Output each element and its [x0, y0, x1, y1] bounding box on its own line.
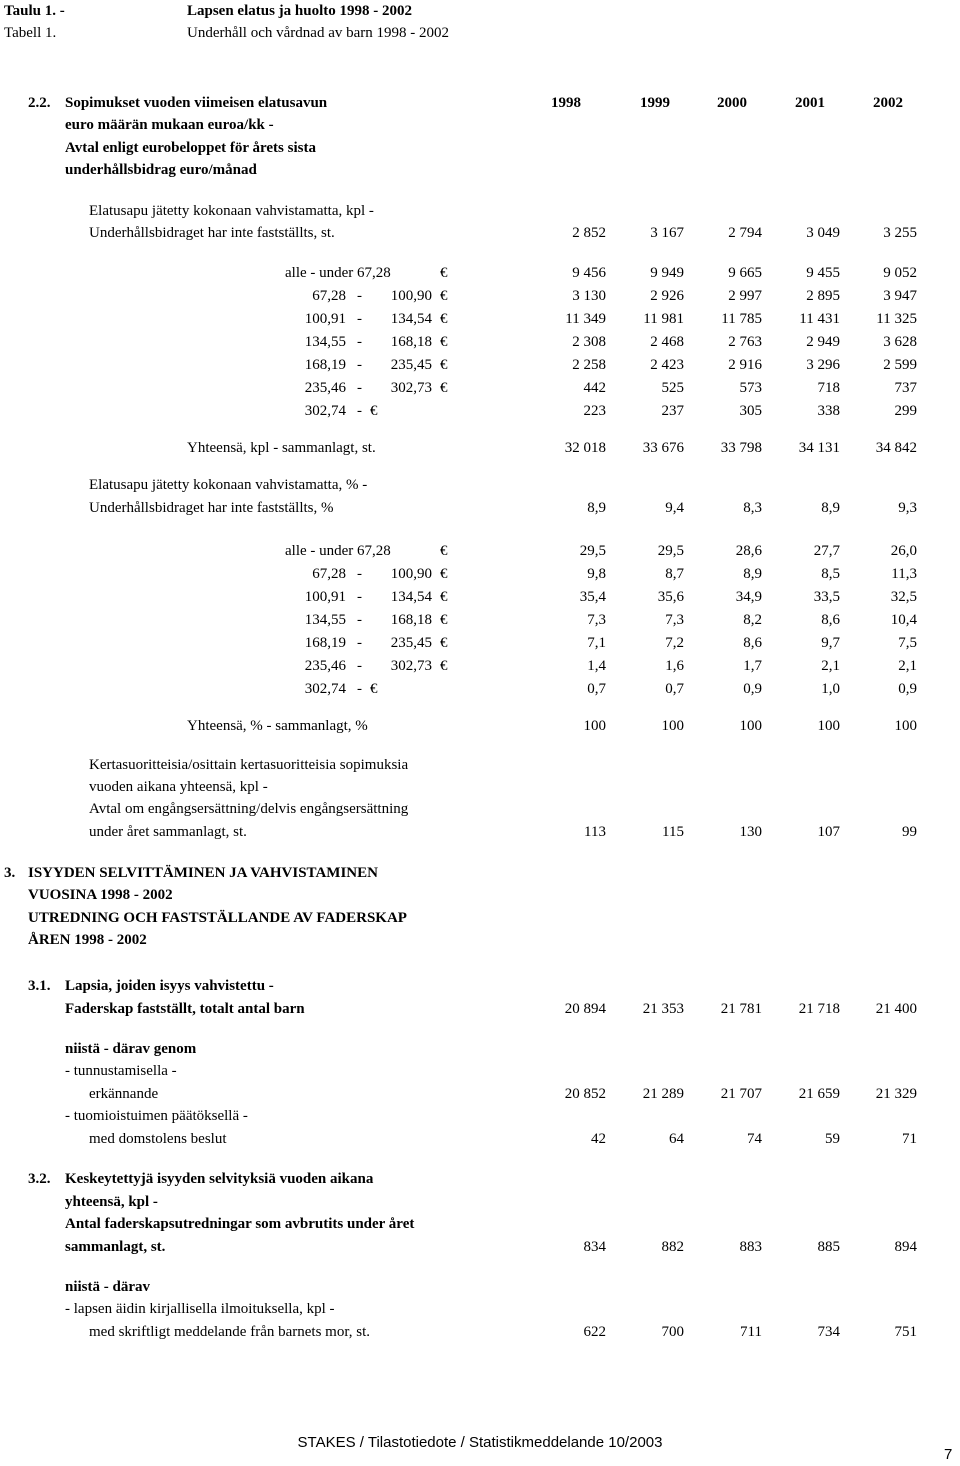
value-cell: 2 895	[806, 288, 840, 304]
value-cell: 11 981	[643, 311, 684, 327]
euro-symbol: €	[440, 288, 448, 304]
of-which-label: niistä - därav genom	[65, 1041, 197, 1057]
total-count-label: Yhteensä, kpl - sammanlagt, st.	[187, 440, 376, 456]
class-dash: -	[357, 658, 362, 674]
section-3-2-title-line: Keskeytettyjä isyyden selvityksiä vuoden aikana	[65, 1171, 374, 1187]
class-to: 302,73	[390, 380, 432, 396]
euro-symbol: €	[440, 311, 448, 327]
value-cell: 21 400	[875, 1001, 917, 1017]
class-to: 168,18	[390, 612, 432, 628]
value-cell: 8,2	[743, 612, 762, 628]
value-cell: 2 949	[806, 334, 840, 350]
value-cell: 442	[583, 380, 606, 396]
value-cell: 21 353	[642, 1001, 684, 1017]
value-cell: 107	[817, 824, 840, 840]
section-3-title-line: VUOSINA 1998 - 2002	[28, 887, 173, 903]
mother-notice-label: med skriftligt meddelande från barnets mor, st.	[89, 1324, 370, 1340]
section-3-title-line: ÅREN 1998 - 2002	[28, 932, 147, 948]
value-cell: 100	[661, 718, 684, 734]
year-header: 2001	[795, 95, 825, 111]
value-cell: 21 707	[720, 1086, 762, 1102]
value-cell: 29,5	[579, 543, 606, 559]
section-3-title-line: UTREDNING OCH FASTSTÄLLANDE AV FADERSKAP	[28, 910, 407, 926]
value-cell: 100	[583, 718, 606, 734]
year-header: 2000	[717, 95, 747, 111]
unconfirmed-pct-label: Elatusapu jätetty kokonaan vahvistamatta, % -	[89, 477, 368, 493]
acknowledgement-label: - tunnustamisella -	[65, 1063, 177, 1079]
value-cell: 2 997	[728, 288, 762, 304]
value-cell: 100	[817, 718, 840, 734]
class-to: 134,54	[390, 589, 432, 605]
table-prefix-fi: Taulu 1. -	[4, 3, 65, 19]
class-from: 100,91	[304, 589, 346, 605]
value-cell: 2 916	[728, 357, 762, 373]
value-cell: 2 852	[572, 225, 606, 241]
lump-label: Avtal om engångsersättning/delvis engångsersättning	[89, 801, 409, 817]
class-from: 302,74	[304, 403, 346, 419]
value-cell: 0,9	[898, 681, 917, 697]
value-cell: 2 926	[650, 288, 684, 304]
value-cell: 2 468	[650, 334, 684, 350]
value-cell: 8,9	[587, 500, 606, 516]
value-cell: 882	[661, 1239, 684, 1255]
euro-symbol: €	[440, 265, 448, 281]
value-cell: 130	[739, 824, 762, 840]
class-from: 168,19	[304, 357, 346, 373]
value-cell: 2 423	[650, 357, 684, 373]
euro-symbol: €	[370, 681, 378, 697]
section-2-2-title-line: underhållsbidrag euro/månad	[65, 162, 257, 178]
value-cell: 21 718	[798, 1001, 840, 1017]
value-cell: 35,4	[579, 589, 606, 605]
value-cell: 2 794	[728, 225, 762, 241]
value-cell: 64	[669, 1131, 684, 1147]
value-cell: 338	[817, 403, 840, 419]
unconfirmed-pct-label: Underhållsbidraget har inte fastställts, %	[89, 500, 334, 516]
value-cell: 9,8	[587, 566, 606, 582]
value-cell: 3 167	[650, 225, 684, 241]
class-to: 100,90	[390, 288, 432, 304]
year-header: 2002	[873, 95, 903, 111]
value-cell: 74	[747, 1131, 762, 1147]
value-cell: 751	[894, 1324, 917, 1340]
value-cell: 894	[894, 1239, 917, 1255]
value-cell: 734	[817, 1324, 840, 1340]
table-prefix-sv: Tabell 1.	[4, 25, 57, 41]
value-cell: 34,9	[735, 589, 762, 605]
value-cell: 59	[825, 1131, 840, 1147]
value-cell: 9,4	[665, 500, 684, 516]
value-cell: 1,7	[743, 658, 762, 674]
value-cell: 9 456	[572, 265, 606, 281]
value-cell: 1,6	[665, 658, 684, 674]
value-cell: 8,6	[821, 612, 840, 628]
value-cell: 8,7	[665, 566, 684, 582]
section-3-2-title-line: sammanlagt, st.	[65, 1239, 166, 1255]
value-cell: 711	[740, 1324, 762, 1340]
section-3-1-title-line: Lapsia, joiden isyys vahvistettu -	[65, 978, 274, 994]
value-cell: 35,6	[657, 589, 684, 605]
value-cell: 2 763	[728, 334, 762, 350]
value-cell: 32 018	[564, 440, 606, 456]
page-number: 7	[944, 1446, 953, 1463]
value-cell: 700	[661, 1324, 684, 1340]
total-pct-label: Yhteensä, % - sammanlagt, %	[187, 718, 368, 734]
value-cell: 11 325	[876, 311, 917, 327]
value-cell: 21 659	[798, 1086, 840, 1102]
value-cell: 237	[661, 403, 684, 419]
value-cell: 21 289	[642, 1086, 684, 1102]
class-dash: -	[357, 681, 362, 697]
value-cell: 113	[584, 824, 606, 840]
value-cell: 100	[894, 718, 917, 734]
class-dash: -	[357, 612, 362, 628]
value-cell: 34 131	[798, 440, 840, 456]
value-cell: 11 785	[721, 311, 762, 327]
class-from: 134,55	[304, 334, 346, 350]
euro-symbol: €	[440, 543, 448, 559]
value-cell: 42	[591, 1131, 606, 1147]
euro-symbol: €	[440, 357, 448, 373]
value-cell: 883	[739, 1239, 762, 1255]
value-cell: 525	[661, 380, 684, 396]
value-cell: 885	[817, 1239, 840, 1255]
value-cell: 2 599	[883, 357, 917, 373]
value-cell: 20 894	[564, 1001, 606, 1017]
value-cell: 115	[662, 824, 684, 840]
value-cell: 11,3	[891, 566, 917, 582]
unconfirmed-label: Underhållsbidraget har inte fastställts, st.	[89, 225, 335, 241]
value-cell: 28,6	[735, 543, 762, 559]
value-cell: 223	[583, 403, 606, 419]
class-dash: -	[357, 589, 362, 605]
section-3-2-number: 3.2.	[28, 1171, 51, 1187]
mother-notice-label: - lapsen äidin kirjallisella ilmoituksella, kpl -	[65, 1301, 335, 1317]
class-from: alle - under 67,28	[285, 265, 391, 281]
section-2-2-title-line: euro määrän mukaan euroa/kk -	[65, 117, 274, 133]
value-cell: 2 308	[572, 334, 606, 350]
euro-symbol: €	[440, 635, 448, 651]
class-from: alle - under 67,28	[285, 543, 391, 559]
value-cell: 299	[894, 403, 917, 419]
value-cell: 9 665	[728, 265, 762, 281]
value-cell: 3 947	[883, 288, 917, 304]
value-cell: 7,1	[587, 635, 606, 651]
section-3-title-line: ISYYDEN SELVITTÄMINEN JA VAHVISTAMINEN	[28, 865, 378, 881]
class-to: 302,73	[390, 658, 432, 674]
value-cell: 29,5	[657, 543, 684, 559]
value-cell: 7,3	[587, 612, 606, 628]
unconfirmed-label: Elatusapu jätetty kokonaan vahvistamatta, kpl -	[89, 203, 374, 219]
class-from: 134,55	[304, 612, 346, 628]
lump-label: vuoden aikana yhteensä, kpl -	[89, 779, 268, 795]
year-header: 1998	[551, 95, 581, 111]
class-from: 67,28	[312, 288, 346, 304]
section-2-2-title-line: Avtal enligt eurobeloppet för årets sista	[65, 140, 316, 156]
of-which-label: niistä - därav	[65, 1279, 151, 1295]
class-to: 235,45	[390, 357, 432, 373]
value-cell: 3 628	[883, 334, 917, 350]
value-cell: 8,3	[743, 500, 762, 516]
value-cell: 2,1	[821, 658, 840, 674]
value-cell: 305	[739, 403, 762, 419]
value-cell: 33 676	[642, 440, 684, 456]
euro-symbol: €	[440, 612, 448, 628]
value-cell: 11 431	[799, 311, 840, 327]
lump-label: Kertasuoritteisia/osittain kertasuoritteisia sopimuksia	[89, 757, 409, 773]
table-title-fi: Lapsen elatus ja huolto 1998 - 2002	[187, 3, 413, 19]
value-cell: 8,6	[743, 635, 762, 651]
class-to: 100,90	[390, 566, 432, 582]
value-cell: 834	[583, 1239, 606, 1255]
value-cell: 33 798	[720, 440, 762, 456]
value-cell: 71	[902, 1131, 917, 1147]
value-cell: 737	[894, 380, 917, 396]
value-cell: 3 255	[883, 225, 917, 241]
value-cell: 8,9	[821, 500, 840, 516]
value-cell: 11 349	[565, 311, 606, 327]
value-cell: 8,9	[743, 566, 762, 582]
value-cell: 7,3	[665, 612, 684, 628]
class-to: 134,54	[390, 311, 432, 327]
class-dash: -	[357, 311, 362, 327]
value-cell: 7,2	[665, 635, 684, 651]
class-dash: -	[357, 403, 362, 419]
value-cell: 0,7	[665, 681, 684, 697]
euro-symbol: €	[440, 566, 448, 582]
value-cell: 21 329	[875, 1086, 917, 1102]
class-dash: -	[357, 566, 362, 582]
value-cell: 27,7	[813, 543, 840, 559]
value-cell: 3 049	[806, 225, 840, 241]
value-cell: 99	[902, 824, 917, 840]
value-cell: 32,5	[890, 589, 917, 605]
class-from: 67,28	[312, 566, 346, 582]
value-cell: 10,4	[890, 612, 917, 628]
class-dash: -	[357, 334, 362, 350]
acknowledgement-label: erkännande	[89, 1086, 159, 1102]
section-2-2-title-line: Sopimukset vuoden viimeisen elatusavun	[65, 95, 328, 111]
value-cell: 9 455	[806, 265, 840, 281]
value-cell: 8,5	[821, 566, 840, 582]
value-cell: 9 949	[650, 265, 684, 281]
class-from: 100,91	[304, 311, 346, 327]
section-3-1-title-line: Faderskap fastställt, totalt antal barn	[65, 1001, 305, 1017]
value-cell: 2 258	[572, 357, 606, 373]
euro-symbol: €	[440, 589, 448, 605]
class-dash: -	[357, 380, 362, 396]
euro-symbol: €	[440, 658, 448, 674]
class-from: 168,19	[304, 635, 346, 651]
class-from: 235,46	[304, 658, 346, 674]
section-2-2-number: 2.2.	[28, 95, 51, 111]
value-cell: 2,1	[898, 658, 917, 674]
value-cell: 100	[739, 718, 762, 734]
class-from: 302,74	[304, 681, 346, 697]
value-cell: 3 296	[806, 357, 840, 373]
section-3-2-title-line: yhteensä, kpl -	[65, 1194, 158, 1210]
lump-label: under året sammanlagt, st.	[89, 824, 247, 840]
value-cell: 573	[739, 380, 762, 396]
euro-symbol: €	[440, 334, 448, 350]
value-cell: 20 852	[564, 1086, 606, 1102]
value-cell: 718	[817, 380, 840, 396]
value-cell: 34 842	[875, 440, 917, 456]
euro-symbol: €	[370, 403, 378, 419]
value-cell: 7,5	[898, 635, 917, 651]
court-decision-label: - tuomioistuimen päätöksellä -	[65, 1108, 248, 1124]
class-to: 235,45	[390, 635, 432, 651]
court-decision-label: med domstolens beslut	[89, 1131, 227, 1147]
value-cell: 26,0	[890, 543, 917, 559]
class-dash: -	[357, 357, 362, 373]
year-header: 1999	[640, 95, 670, 111]
value-cell: 21 781	[720, 1001, 762, 1017]
value-cell: 33,5	[813, 589, 840, 605]
section-3-2-title-line: Antal faderskapsutredningar som avbrutits under året	[65, 1216, 415, 1232]
table-title-sv: Underhåll och vårdnad av barn 1998 - 2002	[187, 25, 450, 41]
euro-symbol: €	[440, 380, 448, 396]
value-cell: 0,9	[743, 681, 762, 697]
value-cell: 0,7	[587, 681, 606, 697]
section-3-1-number: 3.1.	[28, 978, 51, 994]
value-cell: 9,3	[898, 500, 917, 516]
class-from: 235,46	[304, 380, 346, 396]
section-3-number: 3.	[4, 865, 16, 881]
class-dash: -	[357, 288, 362, 304]
value-cell: 622	[583, 1324, 606, 1340]
class-dash: -	[357, 635, 362, 651]
value-cell: 9,7	[821, 635, 840, 651]
class-to: 168,18	[390, 334, 432, 350]
value-cell: 9 052	[883, 265, 917, 281]
value-cell: 1,4	[587, 658, 606, 674]
page-footer: STAKES / Tilastotiedote / Statistikmeddelande 10/2003	[297, 1434, 663, 1451]
value-cell: 1,0	[821, 681, 840, 697]
value-cell: 3 130	[572, 288, 606, 304]
